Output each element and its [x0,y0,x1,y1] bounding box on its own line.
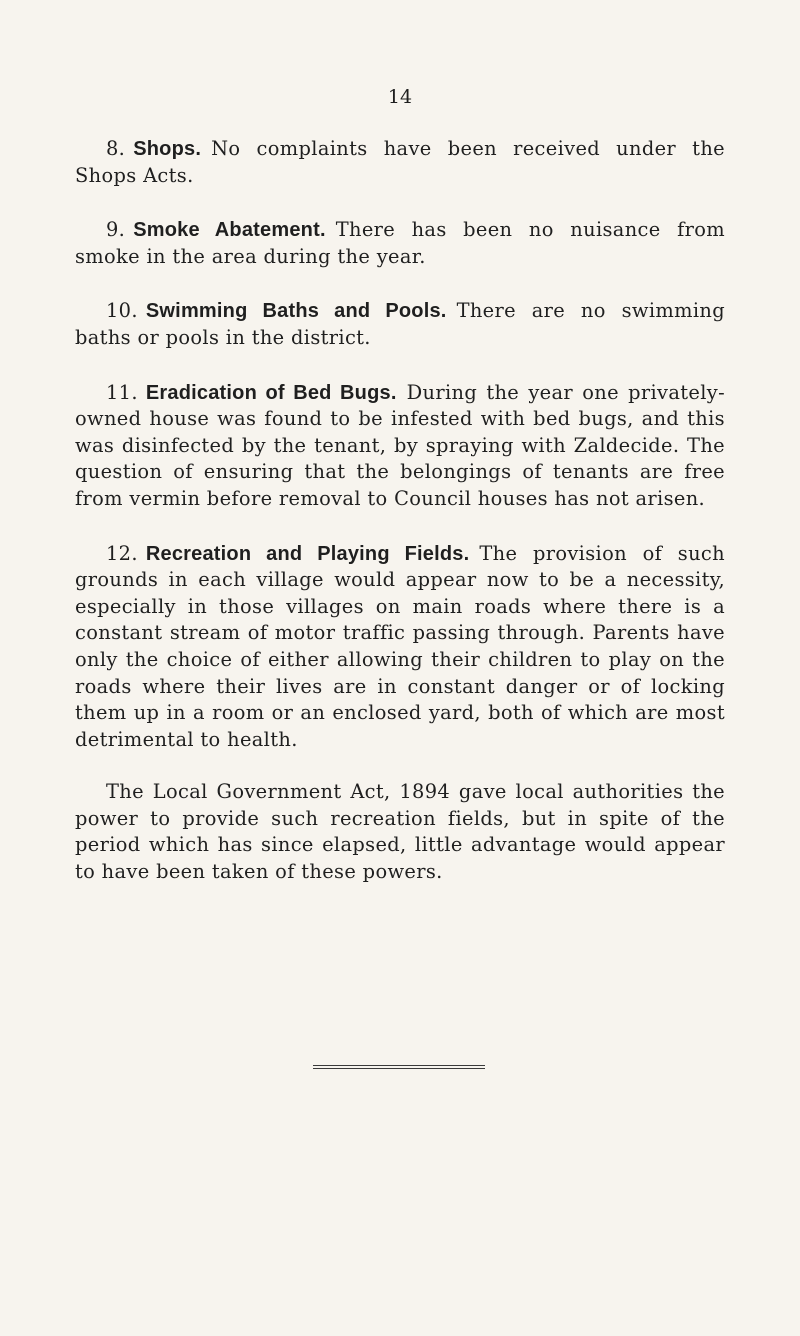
section-number: 12. [106,541,138,565]
section-text: There are no swimming baths or pools in the district. [75,299,725,349]
page-number: 14 [387,86,413,108]
section-shops [75,136,725,189]
end-rule-line [313,1068,485,1069]
closing-paragraph: The Local Government Act, 1894 gave local authorities the power to provide such recreation fields, but in spite of the period which has since elapsed, little advantage would appear to have been taken of these powers. [75,780,725,884]
section-swimming-baths [75,298,725,351]
section-heading: Recreation and Playing Fields. [145,542,470,565]
section-heading: Smoke Abatement. [133,219,326,242]
section-smoke-abatement [75,217,725,270]
page-body [75,136,725,886]
section-number: 9. [106,218,126,242]
section-bed-bugs [75,380,725,513]
section-heading: Swimming Baths and Pools. [145,300,447,323]
section-number: 10. [106,299,138,323]
section-text: The provision of such grounds in each village would appear now to be a necessity, especially in those villages on main roads where there is a constant stream of motor traffic passing through. Parents have only the choice of either allowing their children to play on the roads where their lives are in constant danger or of locking them up in a room or an enclosed yard, both of which are most detrimental to health. [75,541,725,751]
section-heading: Eradication of Bed Bugs. [145,381,397,404]
section-text: There has been no nuisance from smoke in the area during the year. [75,218,725,268]
section-text: During the year one privately-owned house was found to be infested with bed bugs, and this was disinfected by the tenant, by spraying with Zaldecide. The question of ensuring that the belongings of tenants are free from vermin before removal to Council houses has not arisen. [75,380,726,510]
section-heading: Shops. [133,138,202,160]
section-text: No complaints have been received under the Shops Acts. [75,137,725,187]
section-recreation-fields [75,541,725,754]
end-rule-line [313,1065,485,1066]
section-number: 8. [106,137,126,160]
section-number: 11. [106,380,138,404]
end-rule [313,1065,485,1071]
